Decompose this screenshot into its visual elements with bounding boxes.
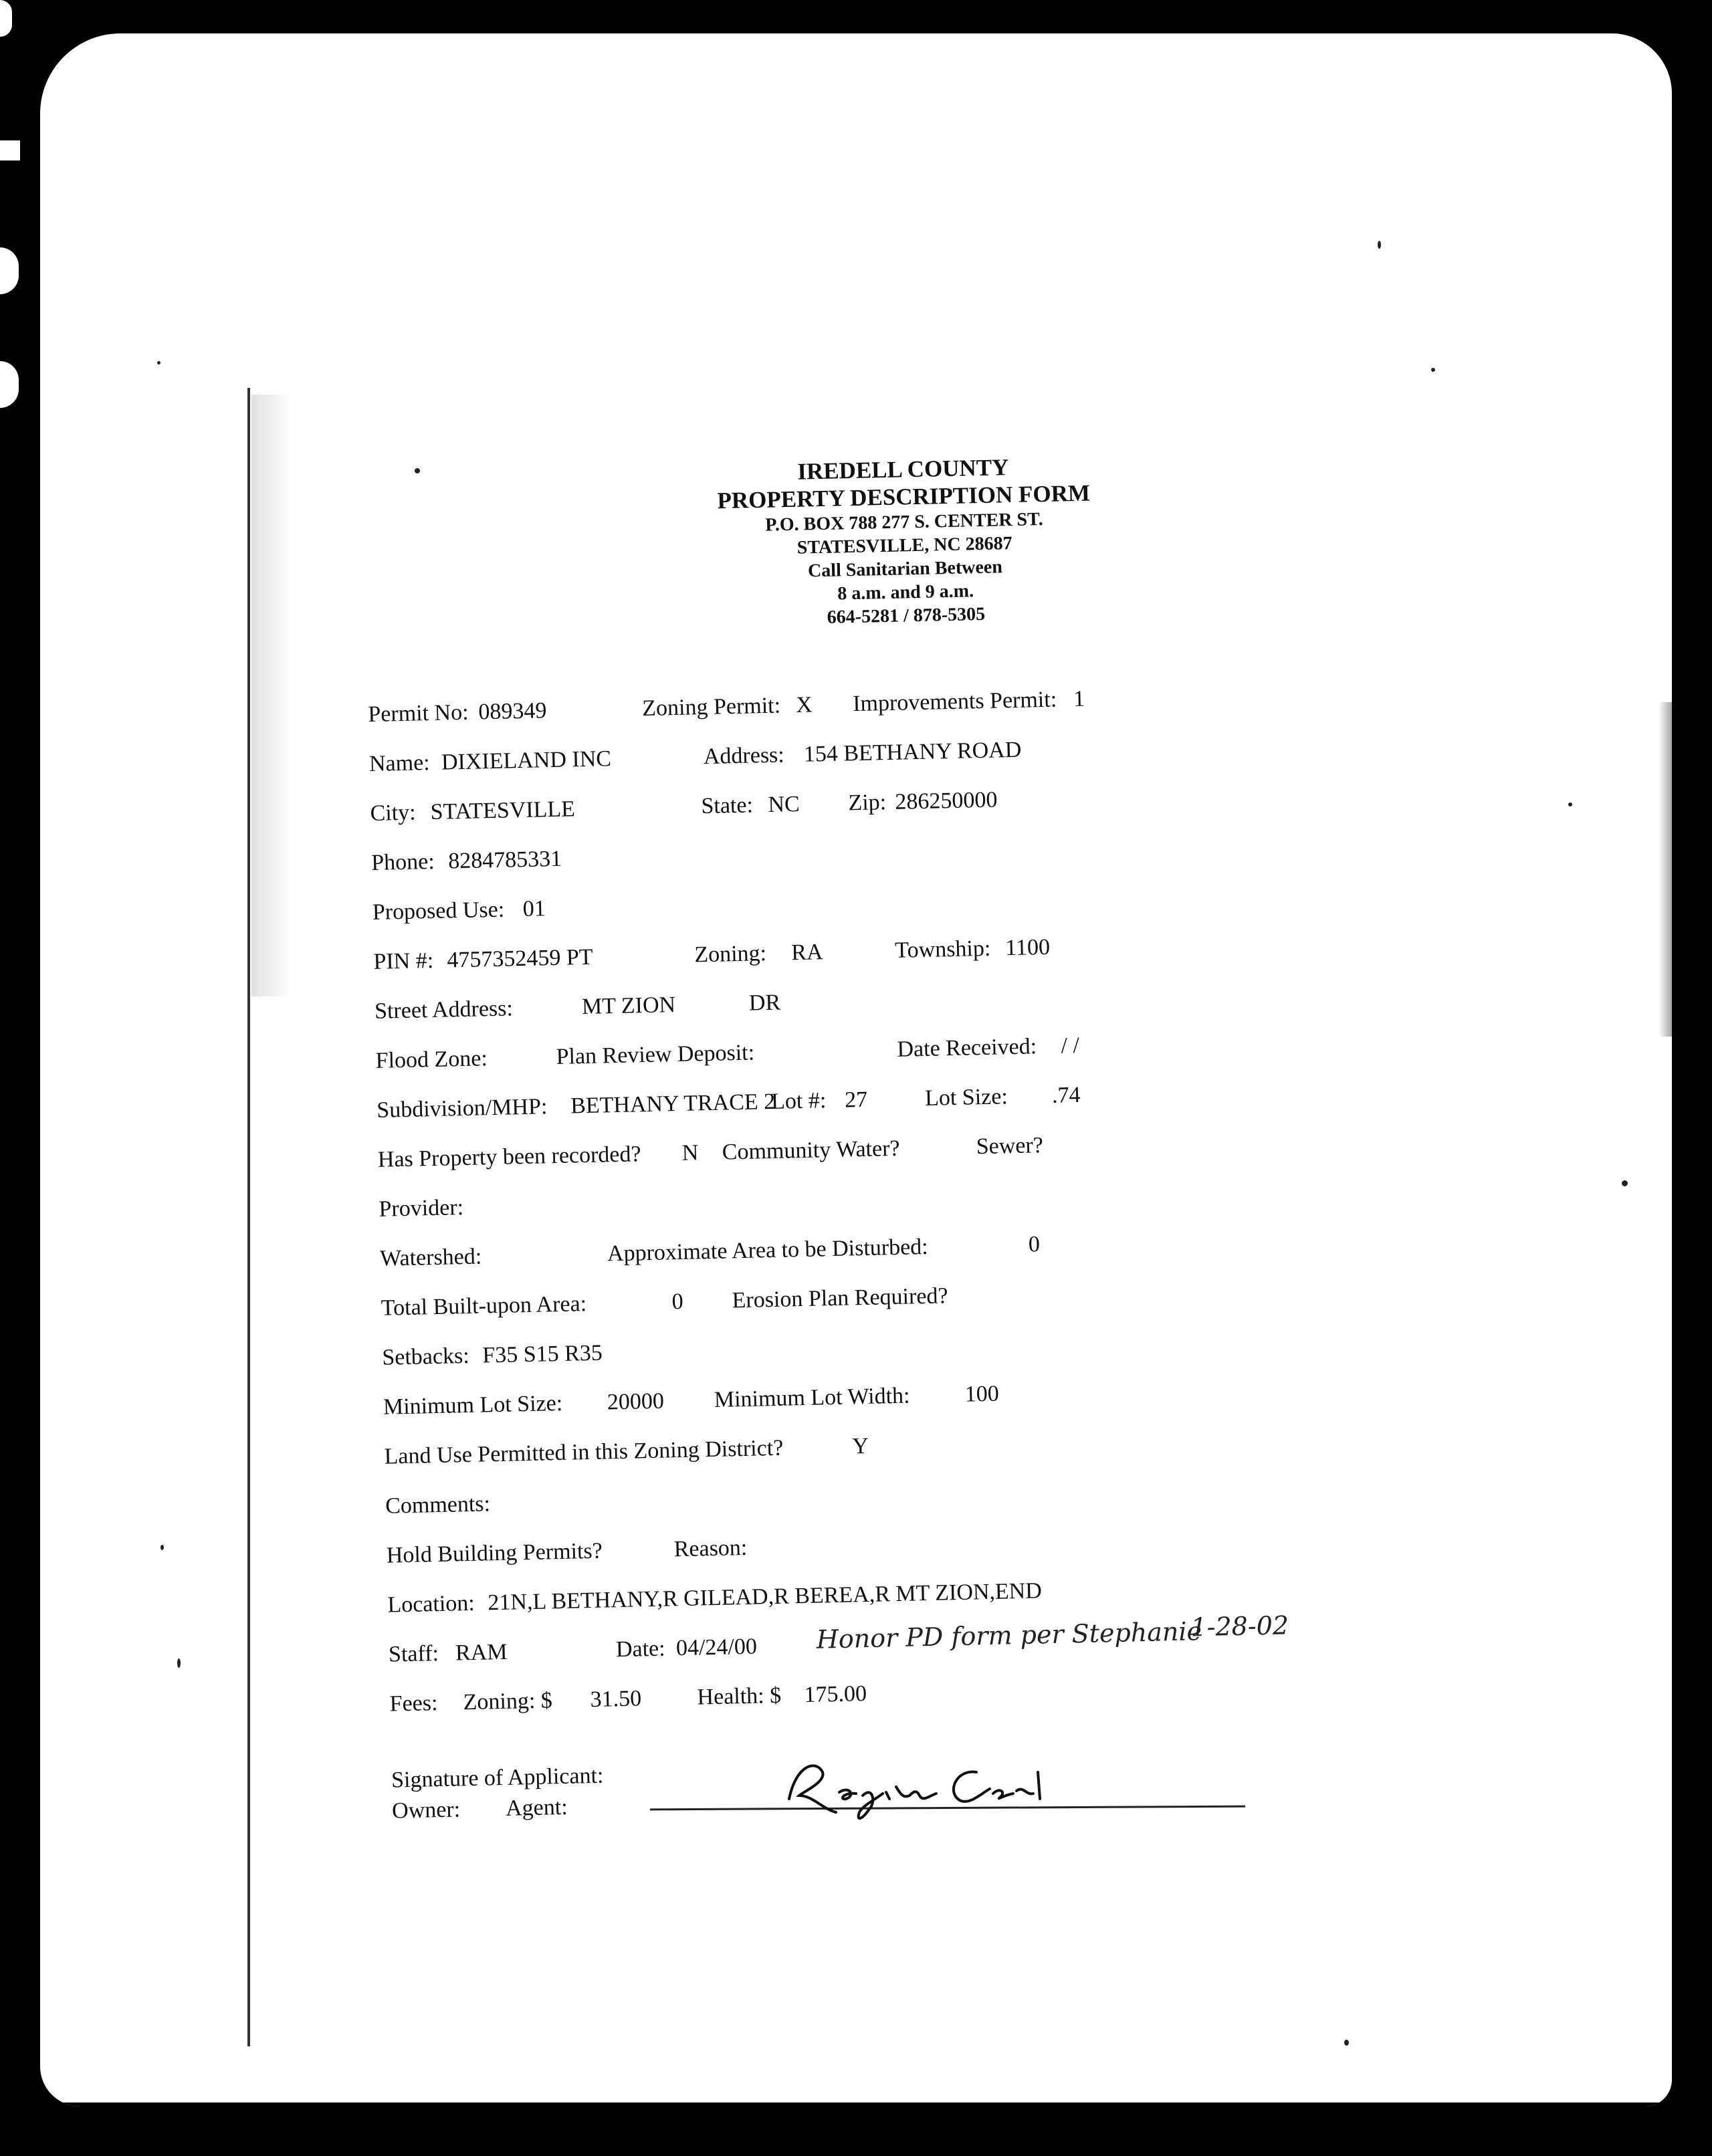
name-value: DIXIELAND INC [441,746,612,775]
improvements-permit-value: 1 [1073,686,1085,712]
watershed-label: Watershed: [379,1244,482,1271]
signature-scribble [776,1745,1057,1826]
fold-line [247,388,250,2046]
township-value: 1100 [1004,934,1051,961]
zip-label: Zip: [848,790,887,816]
scan-speck [1568,802,1572,806]
zoning-permit-value: X [795,692,813,718]
header-phones: 664-5281 / 878-5305 [827,603,986,628]
date-received-label: Date Received: [897,1034,1037,1062]
agent-label: Agent: [505,1794,568,1821]
subdivision-value: BETHANY TRACE 2 [570,1089,776,1119]
lot-no-label: Lot #: [770,1088,827,1114]
street-suffix-value: DR [748,990,781,1016]
plan-review-deposit-label: Plan Review Deposit: [556,1040,755,1069]
recorded-value: N [681,1140,699,1166]
comments-label: Comments: [385,1491,491,1519]
owner-label: Owner: [391,1797,461,1824]
setbacks-value: F35 S15 R35 [481,1340,603,1368]
area-disturbed-value: 0 [1028,1232,1041,1257]
hold-permits-label: Hold Building Permits? [386,1538,603,1568]
staff-value: RAM [455,1639,508,1666]
applicant-signature [776,1745,1057,1829]
header-city: STATESVILLE, NC 28687 [796,533,1012,558]
min-lot-size-label: Minimum Lot Size: [383,1390,563,1420]
state-label: State: [701,792,754,819]
header-hours: 8 a.m. and 9 a.m. [837,580,974,605]
area-disturbed-label: Approximate Area to be Disturbed: [607,1234,929,1267]
header-call: Call Sanitarian Between [807,556,1003,582]
name-label: Name: [368,750,431,776]
street-address-label: Street Address: [374,996,514,1024]
city-value: STATESVILLE [430,796,576,825]
scanned-page [40,33,1672,2107]
lot-no-value: 27 [844,1087,868,1113]
lot-size-label: Lot Size: [924,1084,1008,1111]
location-label: Location: [387,1590,475,1618]
sewer-label: Sewer? [976,1133,1044,1160]
erosion-plan-label: Erosion Plan Required? [732,1283,948,1313]
provider-label: Provider: [379,1195,464,1222]
page-edge-shadow [1658,702,1672,1037]
fees-label: Fees: [389,1691,438,1717]
signature-label: Signature of Applicant: [391,1763,604,1793]
scan-speck [1431,368,1435,372]
date-received-value: / / [1061,1033,1080,1059]
scan-speck [415,468,420,473]
scan-speck [157,361,160,364]
staff-label: Staff: [388,1641,439,1667]
date-value: 04/24/00 [675,1634,758,1661]
min-lot-size-value: 20000 [607,1388,665,1415]
phone-value: 8284785331 [447,846,562,874]
built-upon-value: 0 [671,1289,684,1315]
zoning-fee-label: Zoning: $ [463,1688,553,1715]
scan-speck [1378,241,1381,249]
proposed-use-label: Proposed Use: [372,897,505,925]
built-upon-label: Total Built-upon Area: [381,1291,587,1321]
address-value: 154 BETHANY ROAD [803,737,1022,767]
zoning-label: Zoning: [693,941,767,968]
subdivision-label: Subdivision/MHP: [376,1094,548,1123]
location-value: 21N,L BETHANY,R GILEAD,R BEREA,R MT ZION,END [488,1578,1043,1616]
handwritten-note: Honor PD form per Stephanie [816,1616,1202,1654]
city-label: City: [370,800,417,826]
form-header [629,450,1180,633]
pin-value: 4757352459 PT [447,944,593,973]
property-description-form [40,33,1672,2107]
pin-label: PIN #: [373,948,434,974]
zip-value: 286250000 [895,787,998,815]
improvements-permit-label: Improvements Permit: [852,687,1057,717]
proposed-use-value: 01 [522,896,546,922]
zoning-fee-value: 31.50 [590,1686,642,1713]
street-name-value: MT ZION [581,992,676,1020]
scan-speck [1622,1180,1628,1186]
fold-shadow [251,395,292,996]
land-use-value: Y [852,1433,869,1459]
permit-no-label: Permit No: [368,699,469,727]
community-water-label: Community Water? [722,1136,900,1165]
header-address: P.O. BOX 788 277 S. CENTER ST. [764,509,1043,536]
page-bottom-edge [40,2103,1672,2107]
date-label: Date: [615,1636,666,1662]
form-fields [368,681,1328,1829]
zoning-value: RA [790,940,823,966]
land-use-label: Land Use Permitted in this Zoning District? [384,1435,784,1469]
county-title: IREDELL COUNTY [796,454,1009,485]
address-label: Address: [703,742,785,770]
reason-label: Reason: [673,1535,748,1562]
min-lot-width-label: Minimum Lot Width: [714,1383,910,1412]
health-fee-value: 175.00 [804,1681,867,1708]
zoning-permit-label: Zoning Permit: [641,693,781,722]
setbacks-label: Setbacks: [381,1343,470,1370]
flood-zone-label: Flood Zone: [375,1046,488,1073]
form-title: PROPERTY DESCRIPTION FORM [717,479,1091,514]
permit-no-value: 089349 [477,698,547,725]
state-value: NC [768,791,800,817]
township-label: Township: [894,936,991,963]
lot-size-value: .74 [1051,1082,1081,1108]
min-lot-width-value: 100 [964,1381,1000,1407]
recorded-label: Has Property been recorded? [377,1142,641,1172]
health-fee-label: Health: $ [697,1683,782,1710]
scan-speck [160,1545,164,1550]
handwritten-note-date: 1-28-02 [1190,1610,1289,1642]
scan-speck [1344,2040,1349,2046]
phone-label: Phone: [370,849,435,875]
scan-speck [177,1658,181,1668]
